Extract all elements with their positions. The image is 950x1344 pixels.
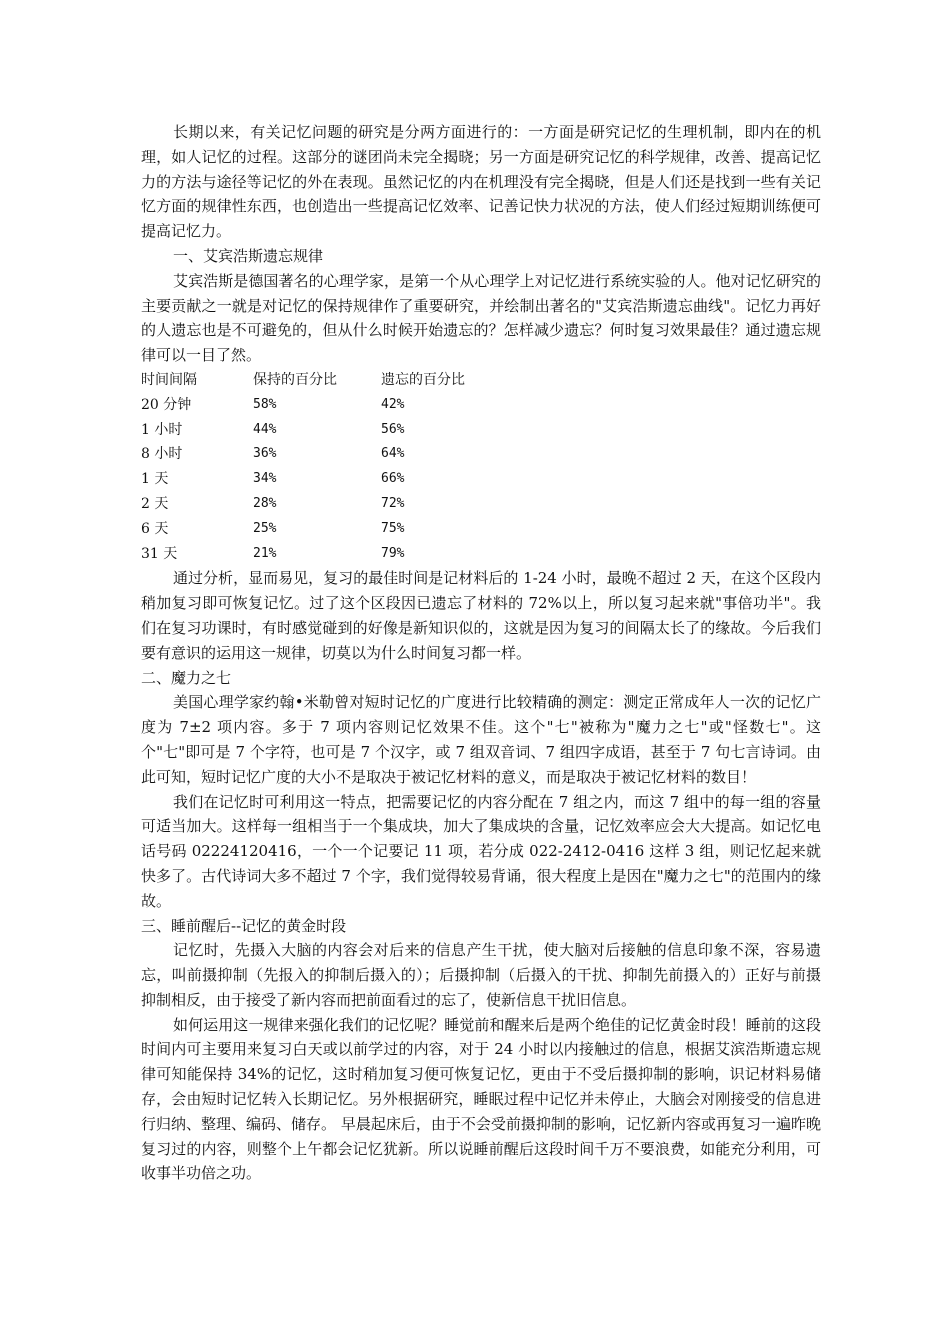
table-row xyxy=(141,418,501,443)
table-header-row xyxy=(141,368,501,393)
table-row xyxy=(141,492,501,517)
document-page xyxy=(141,120,821,1186)
intro-paragraph: 长期以来，有关记忆问题的研究是分两方面进行的：一方面是研究记忆的生理机制，即内在的机理，如人记忆的过程。这部分的谜团尚未完全揭晓；另一方面是研究记忆的科学规律，改善、提高记忆力的方法与途径等记忆的外在表现。虽然记忆的内在机理没有完全揭晓，但是人们还是找到一些有关记忆方面的规律性东西，也创造出一些提高记忆效率、记善记快力状况的方法，使人们经过短期训练便可提高记忆力。 xyxy=(141,123,821,241)
table-header: 保持的百分比 xyxy=(253,371,337,388)
table-cell: 6 天 xyxy=(141,520,169,537)
table-cell: 66% xyxy=(381,471,405,487)
table-cell: 58% xyxy=(253,396,277,412)
table-cell: 1 天 xyxy=(141,471,169,488)
section3-paragraph-2: 如何运用这一规律来强化我们的记忆呢？睡觉前和醒来后是两个绝佳的记忆黄金时段！睡前的这段时间内可主要用来复习白天或以前学过的内容，对于 24 小时以内接触过的信息，根据艾滨浩斯遗忘规律可知能保持 34%的记忆，这时稍加复习便可恢复记忆，更由于不受后摄抑制的影响，识记材料易储存，会由短时记忆转入长期记忆。另外根据研究，睡眠过程中记忆并未停止，大脑会对刚接受的信息进行归纳、整理、编码、储存。 早晨起床后，由于不会受前摄抑制的影响，记忆新内容或再复习一遍昨晚复习过的内容，则整个上午都会记忆犹新。所以说睡前醒后这段时间千万不要浪费，如能充分利用，可收事半功倍之功。 xyxy=(141,1015,821,1183)
table-cell: 2 天 xyxy=(141,495,169,512)
table-cell: 79% xyxy=(381,545,405,561)
section3-heading: 三、睡前醒后--记忆的黄金时段 xyxy=(141,916,347,935)
retention-table xyxy=(141,368,501,566)
table-cell: 8 小时 xyxy=(141,446,183,463)
table-cell: 75% xyxy=(381,520,405,536)
section1-heading: 一、艾宾浩斯遗忘规律 xyxy=(173,246,324,265)
table-cell: 20 分钟 xyxy=(141,396,192,413)
table-cell: 44% xyxy=(253,421,277,437)
table-cell: 36% xyxy=(253,446,277,462)
section2-paragraph-2: 我们在记忆时可利用这一特点，把需要记忆的内容分配在 7 组之内，而这 7 组中的每一组的容量可适当加大。这样每一组相当于一个集成块，加大了集成块的含量，记忆效率应会大大提高。如记忆电话号码 02224120416，一个一个记要记 11 项，若分成 022-2412-0416 这样 3 组，则记忆起来就快多了。古代诗词大多不超过 7 个字，我们觉得较易背诵，很大程度上是因在"魔力之七"的范围内的缘故。 xyxy=(141,792,821,910)
table-cell: 1 小时 xyxy=(141,421,183,438)
table-cell: 21% xyxy=(253,545,277,561)
table-header: 遗忘的百分比 xyxy=(381,371,465,388)
table-row xyxy=(141,467,501,492)
section1-paragraph-1: 艾宾浩斯是德国著名的心理学家，是第一个从心理学上对记忆进行系统实验的人。他对记忆研究的主要贡献之一就是对记忆的保持规律作了重要研究，并绘制出著名的"艾宾浩斯遗忘曲线"。记忆力再好的人遗忘也是不可避免的，但从什么时候开始遗忘的？怎样减少遗忘？何时复习效果最佳？通过遗忘规律可以一目了然。 xyxy=(141,271,821,365)
table-header: 时间间隔 xyxy=(141,371,197,388)
section1-paragraph-2: 通过分析，显而易见，复习的最佳时间是记材料后的 1-24 小时，最晚不超过 2 天，在这个区段内稍加复习即可恢复记忆。过了这个区段因已遗忘了材料的 72%以上，所以复习起来就"事倍功半"。我们在复习功课时，有时感觉碰到的好像是新知识似的，这就是因为复习的间隔太长了的缘故。今后我们要有意识的运用这一规律，切莫以为什么时间复习都一样。 xyxy=(141,569,821,662)
table-row xyxy=(141,393,501,418)
table-cell: 42% xyxy=(381,396,405,412)
table-cell: 25% xyxy=(253,520,277,536)
section2-paragraph-1: 美国心理学家约翰•米勒曾对短时记忆的广度进行比较精确的测定：测定正常成年人一次的记忆广度为 7±2 项内容。多于 7 项内容则记忆效果不佳。这个"七"被称为"魔力之七"或"怪数七"。这个"七"即可是 7 个字符，也可是 7 个汉字，或 7 组双音词、7 组四字成语，甚至于 7 句七言诗词。由此可知，短时记忆广度的大小不是取决于被记忆材料的意义，而是取决于被记忆材料的数目！ xyxy=(141,693,821,786)
table-cell: 56% xyxy=(381,421,405,437)
table-row xyxy=(141,542,501,567)
table-cell: 34% xyxy=(253,471,277,487)
table-row xyxy=(141,442,501,467)
table-cell: 64% xyxy=(381,446,405,462)
section3-paragraph-1: 记忆时，先摄入大脑的内容会对后来的信息产生干扰，使大脑对后接触的信息印象不深，容易遗忘，叫前摄抑制（先报入的抑制后摄入的）；后摄抑制（后摄入的干扰、抑制先前摄入的）正好与前摄抑制相反，由于接受了新内容而把前面看过的忘了，使新信息干扰旧信息。 xyxy=(141,941,821,1009)
table-cell: 31 天 xyxy=(141,545,178,562)
table-row xyxy=(141,517,501,542)
section2-heading: 二、魔力之七 xyxy=(141,668,232,687)
table-cell: 28% xyxy=(253,495,277,511)
table-cell: 72% xyxy=(381,495,405,511)
